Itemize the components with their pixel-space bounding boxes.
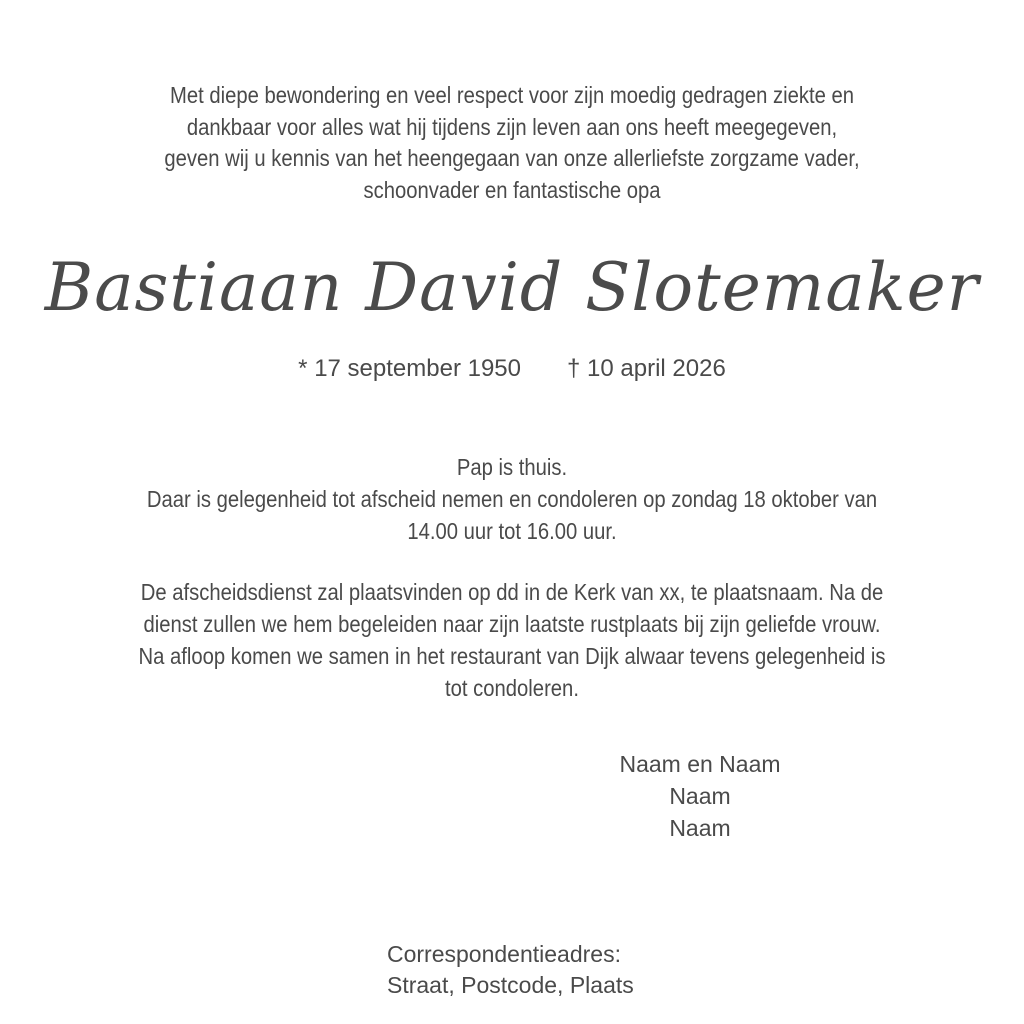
service-line-4: tot condoleren. (445, 675, 579, 701)
birth-symbol: * (298, 355, 308, 382)
visitation-line-1: Pap is thuis. (456, 454, 568, 480)
correspondence-address: Straat, Postcode, Plaats (387, 972, 634, 998)
birth-date (298, 352, 521, 386)
family-line-2: Naam (669, 783, 731, 809)
family-line-3: Naam (669, 815, 731, 841)
visitation-paragraph (61, 451, 962, 547)
death-date (567, 352, 726, 386)
visitation-line-3: 14.00 uur tot 16.00 uur. (407, 518, 617, 544)
visitation-line-2: Daar is gelegenheid tot afscheid nemen en condoleren op zondag 18 oktober van (146, 486, 878, 512)
birth-date-text: 17 september 1950 (314, 355, 521, 382)
service-line-3: Na afloop komen we samen in het restaurant van Dijk alwaar tevens gelegenheid is (138, 643, 886, 669)
service-paragraph (61, 576, 962, 704)
family-names (560, 748, 840, 844)
intro-paragraph (61, 80, 962, 206)
intro-line-4: schoonvader en fantastische opa (363, 176, 661, 203)
intro-line-3: geven wij u kennis van het heengegaan van onze allerliefste zorgzame vader, (164, 145, 860, 171)
life-dates (0, 352, 1024, 386)
deceased-name: Bastiaan David Slotemaker (44, 249, 980, 326)
correspondence-block (387, 939, 634, 1001)
family-line-1: Naam en Naam (619, 751, 781, 777)
death-date-text: 10 april 2026 (587, 355, 726, 382)
service-line-1: De afscheidsdienst zal plaatsvinden op dd in de Kerk van xx, te plaatsnaam. Na de (140, 579, 884, 605)
intro-line-1: Met diepe bewondering en veel respect voor zijn moedig gedragen ziekte en (169, 82, 855, 108)
service-line-2: dienst zullen we hem begeleiden naar zijn laatste rustplaats bij zijn geliefde vrouw. (143, 611, 881, 637)
death-symbol: † (567, 355, 581, 382)
correspondence-label: Correspondentieadres: (387, 941, 621, 967)
intro-line-2: dankbaar voor alles wat hij tijdens zijn leven aan ons heeft meegegeven, (186, 113, 838, 140)
